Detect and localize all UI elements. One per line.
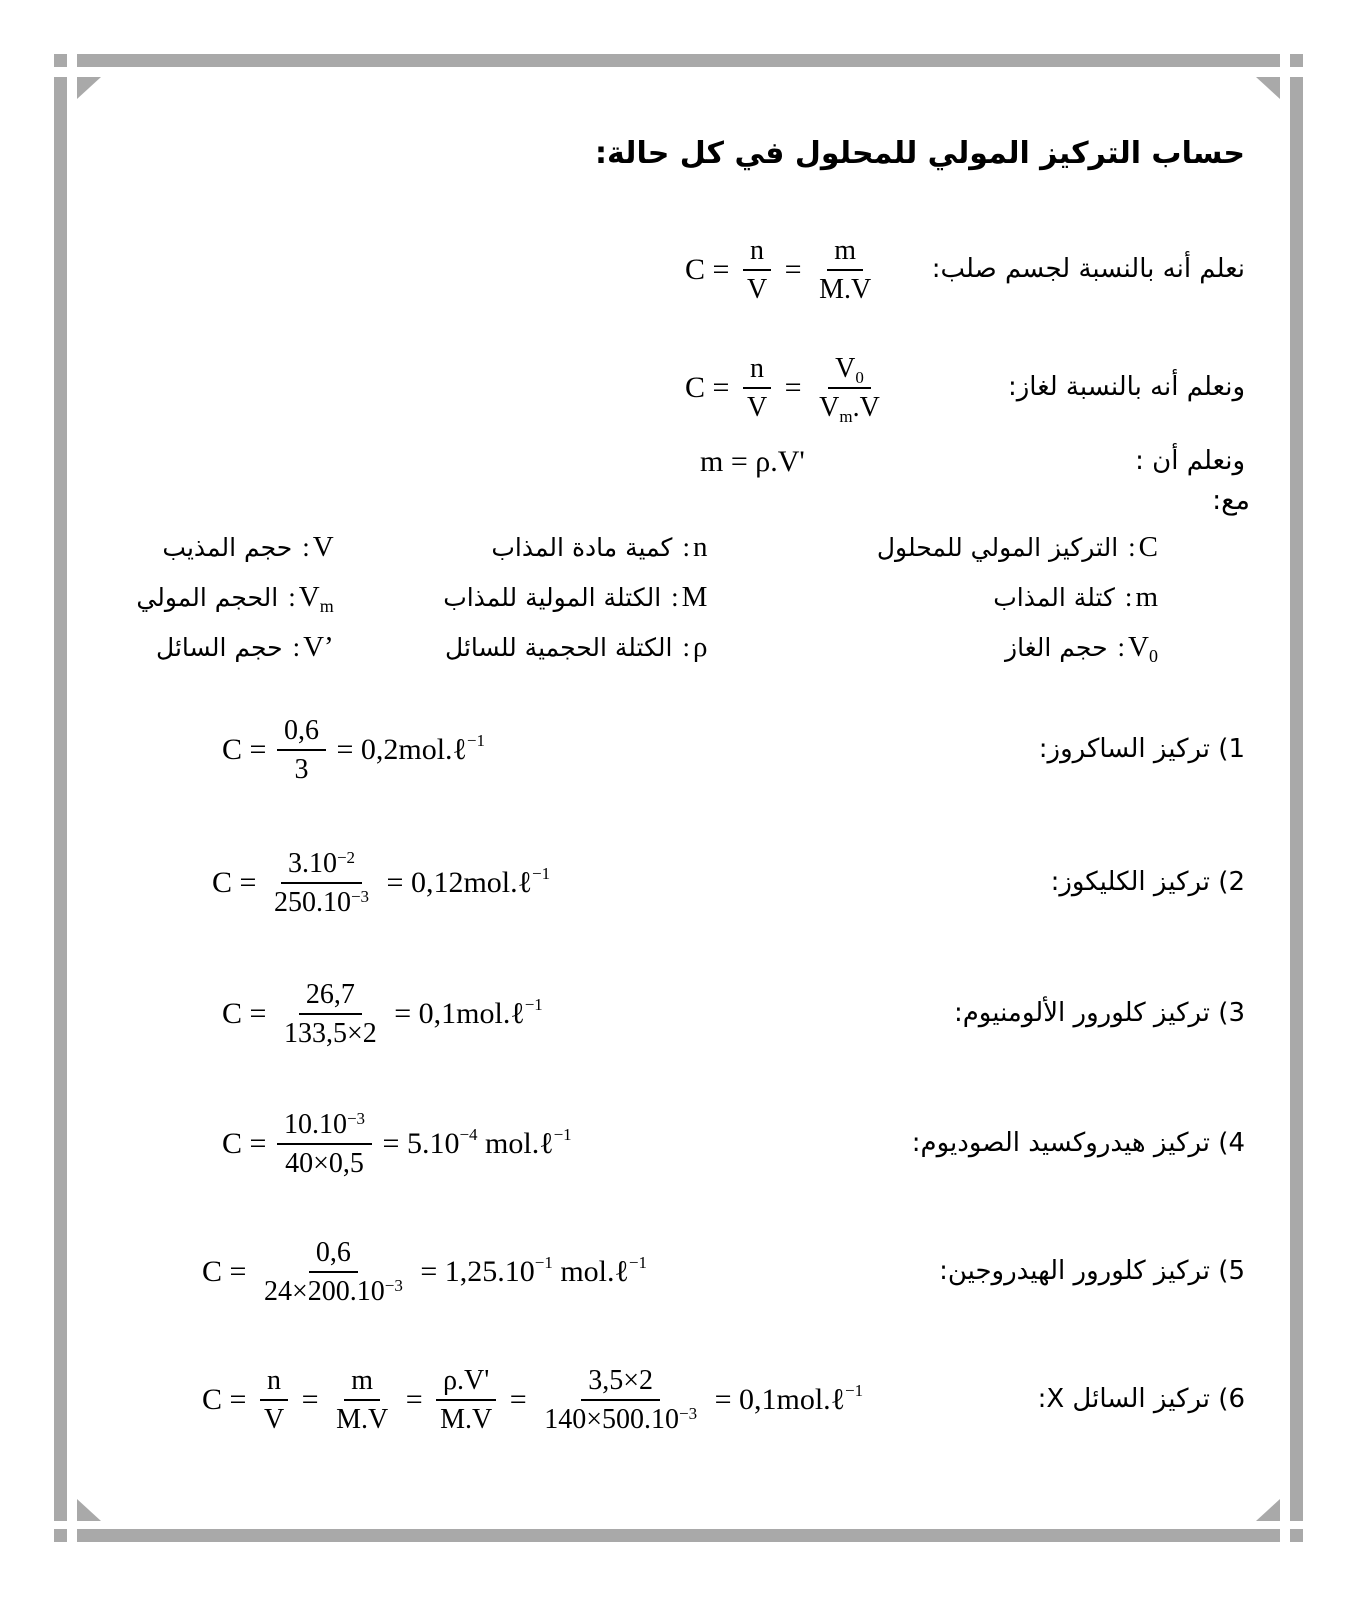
superscript: −1 — [532, 863, 551, 883]
fraction-denominator — [812, 389, 887, 426]
definition-colon: : — [682, 631, 690, 662]
definition-cell — [389, 524, 763, 570]
definition-colon: : — [302, 531, 310, 562]
fraction-numerator — [277, 1106, 372, 1145]
superscript: −1 — [553, 1124, 572, 1144]
math-text: n — [750, 353, 765, 384]
math-text: = 0,12mol.ℓ — [379, 866, 532, 899]
equation-mass — [700, 445, 805, 479]
fraction — [257, 1234, 410, 1310]
math-text: = 5.10 — [375, 1127, 460, 1160]
fraction-denominator — [537, 1401, 704, 1438]
example-row-4 — [222, 1092, 1245, 1196]
fraction — [329, 1362, 395, 1438]
fraction-denominator — [740, 271, 774, 308]
fraction-numerator — [277, 712, 326, 751]
intro-label-gas: ونعلم أنه بالنسبة لغاز: — [1007, 372, 1245, 403]
math-text: V — [746, 392, 768, 423]
fraction-denominator — [329, 1401, 395, 1438]
example-row-2 — [212, 830, 1245, 936]
math-text: M.V — [440, 1404, 493, 1435]
math-text: V — [835, 353, 856, 384]
fraction-denominator — [740, 389, 774, 426]
definition-symbol: M — [681, 580, 708, 613]
definition-colon: : — [1117, 631, 1126, 662]
definition-desc: الكتلة الحجمية للسائل — [445, 632, 673, 662]
superscript: −1 — [466, 730, 485, 750]
fraction-denominator — [257, 1273, 410, 1310]
math-text: V — [263, 1404, 285, 1435]
fraction — [277, 1106, 372, 1182]
definition-desc: التركيز المولي للمحلول — [876, 532, 1119, 562]
fraction — [277, 976, 384, 1052]
definition-cell — [389, 624, 763, 670]
fraction — [267, 845, 376, 921]
math-text: mol.ℓ — [552, 1255, 629, 1288]
definition-desc: الكتلة المولية للمذاب — [443, 582, 662, 612]
definition-symbol: n — [692, 530, 708, 563]
superscript: −1 — [845, 1380, 864, 1400]
example-equation-4 — [222, 1106, 572, 1182]
frame-corner-triangle-bottom-right — [1256, 1499, 1280, 1521]
math-text: M.V — [819, 274, 872, 305]
intro-label-solid: نعلم أنه بالنسبة لجسم صلب: — [931, 254, 1245, 285]
math-text: = — [777, 253, 810, 286]
definitions-grid — [85, 524, 1253, 670]
definition-cell — [389, 574, 763, 620]
superscript: −3 — [350, 886, 370, 906]
math-text: = — [398, 1383, 431, 1416]
math-text: C = — [202, 1383, 254, 1416]
example-label-1: 1) تركيز الساكروز: — [1038, 734, 1245, 765]
math-text: C = — [685, 253, 737, 286]
example-row-3 — [222, 962, 1245, 1066]
math-text: 133,5×2 — [283, 1018, 377, 1049]
fraction — [740, 350, 774, 426]
fraction — [537, 1362, 704, 1438]
math-text: 3 — [294, 754, 309, 785]
math-text: C = — [685, 371, 737, 404]
math-text: 3.10 — [287, 848, 337, 879]
fraction-numerator — [309, 1234, 358, 1273]
fraction-numerator — [581, 1362, 660, 1401]
math-text: 26,7 — [305, 979, 355, 1010]
example-equation-1 — [222, 712, 485, 788]
fraction-numerator — [436, 1362, 496, 1401]
frame-corner-triangle-bottom-left — [77, 1499, 101, 1521]
math-text: = 0,1mol.ℓ — [386, 997, 525, 1030]
definition-cell — [85, 574, 389, 620]
definition-symbol: $V_m$ — [298, 580, 334, 616]
fraction-numerator — [299, 976, 362, 1015]
definition-colon: : — [292, 631, 301, 662]
fraction-denominator — [267, 884, 376, 921]
math-text: C = — [222, 1127, 274, 1160]
fraction-numerator — [344, 1362, 380, 1401]
definition-symbol: V — [312, 530, 334, 563]
subscript: 0 — [855, 367, 864, 387]
example-equation-3 — [222, 976, 543, 1052]
definition-cell — [85, 624, 389, 670]
math-text: V — [819, 392, 840, 423]
example-equation-2 — [212, 845, 550, 921]
frame-top-bar — [77, 54, 1280, 67]
frame-corner-square-bottom-left — [54, 1529, 67, 1542]
intro-row-mass — [700, 436, 1245, 488]
fraction-numerator — [743, 232, 771, 271]
math-text: m = ρ.V' — [700, 445, 805, 478]
fraction — [812, 232, 878, 308]
subscript: m — [839, 406, 853, 426]
example-label-5: 5) تركيز كلورور الهيدروجين: — [939, 1256, 1245, 1287]
example-label-6: 6) تركيز السائل X: — [1037, 1384, 1245, 1415]
fraction — [257, 1362, 291, 1438]
page-title: حساب التركيز المولي للمحلول في كل حالة: — [594, 136, 1245, 171]
fraction-numerator — [828, 350, 871, 389]
math-text: = 1,25.10 — [412, 1255, 535, 1288]
math-text: m — [351, 1365, 374, 1396]
superscript: −3 — [678, 1403, 698, 1423]
fraction — [740, 232, 774, 308]
definition-symbol: ρ — [692, 630, 708, 663]
math-text: 0,6 — [315, 1237, 351, 1268]
definition-desc: حجم الغاز — [1005, 632, 1108, 662]
definition-desc: حجم المذيب — [162, 532, 293, 562]
superscript: −1 — [534, 1252, 553, 1272]
fraction-denominator — [257, 1401, 291, 1438]
frame-left-bar — [54, 77, 67, 1521]
definition-colon: : — [682, 531, 690, 562]
intro-label-mass: ونعلم أن : — [1135, 446, 1245, 477]
definition-symbol: C — [1138, 530, 1158, 563]
definition-colon: : — [288, 581, 296, 612]
superscript: −1 — [628, 1252, 647, 1272]
definition-colon: : — [1128, 531, 1136, 562]
example-equation-5 — [202, 1234, 647, 1310]
definition-colon: : — [1124, 581, 1133, 612]
definition-colon: : — [671, 581, 679, 612]
superscript: −4 — [459, 1124, 478, 1144]
fraction — [277, 712, 326, 788]
math-text: = — [777, 371, 810, 404]
fraction-numerator — [827, 232, 863, 271]
equation-solid — [685, 232, 881, 308]
definition-cell — [762, 524, 1253, 570]
frame-corner-square-bottom-right — [1290, 1529, 1303, 1542]
math-text: V — [746, 274, 768, 305]
math-text: 3,5×2 — [588, 1365, 654, 1396]
frame-right-bar — [1290, 77, 1303, 1521]
example-row-6 — [202, 1350, 1245, 1450]
with-label: مع: — [1212, 485, 1250, 516]
example-equation-6 — [202, 1362, 863, 1438]
fraction-denominator — [433, 1401, 499, 1438]
math-text: n — [750, 235, 765, 266]
definition-desc: الحجم المولي — [136, 582, 279, 612]
frame-corner-triangle-top-right — [1256, 77, 1280, 99]
frame-corner-triangle-top-left — [77, 77, 101, 99]
example-row-1 — [222, 700, 1245, 800]
math-text: 140×500.10 — [544, 1404, 679, 1435]
math-text: .V — [852, 392, 880, 423]
definition-symbol: m — [1135, 580, 1158, 613]
fraction-denominator — [287, 751, 315, 788]
definition-cell — [85, 524, 389, 570]
superscript: −2 — [336, 847, 356, 867]
math-text: = 0,1mol.ℓ — [707, 1383, 846, 1416]
intro-row-solid — [685, 222, 1245, 318]
fraction-numerator — [743, 350, 771, 389]
superscript: −3 — [346, 1108, 366, 1128]
math-text: = — [502, 1383, 535, 1416]
math-text: C = — [202, 1255, 254, 1288]
math-text: 24×200.10 — [263, 1276, 385, 1307]
fraction-numerator — [260, 1362, 288, 1401]
fraction — [433, 1362, 499, 1438]
fraction — [812, 350, 887, 426]
math-text: = — [294, 1383, 327, 1416]
math-text: 250.10 — [273, 887, 351, 918]
math-text: ρ.V' — [443, 1365, 490, 1396]
fraction-denominator — [278, 1145, 371, 1182]
definition-desc: كتلة المذاب — [993, 582, 1115, 612]
math-text: n — [267, 1365, 282, 1396]
example-row-5 — [202, 1222, 1245, 1322]
example-label-3: 3) تركيز كلورور الألومنيوم: — [953, 998, 1245, 1029]
example-label-4: 4) تركيز هيدروكسيد الصوديوم: — [911, 1128, 1245, 1159]
fraction-denominator — [812, 271, 878, 308]
fraction-numerator — [281, 845, 362, 884]
math-text: C = — [212, 866, 264, 899]
math-text: M.V — [336, 1404, 389, 1435]
math-text: 0,6 — [283, 715, 319, 746]
math-text: m — [834, 235, 857, 266]
definition-symbol: V’ — [303, 630, 334, 663]
math-text: = 0,2mol.ℓ — [328, 733, 467, 766]
definition-cell — [762, 574, 1253, 620]
fraction-denominator — [277, 1015, 384, 1052]
example-label-2: 2) تركيز الكليكوز: — [1050, 867, 1245, 898]
superscript: −3 — [384, 1275, 403, 1295]
equation-gas — [685, 350, 890, 426]
frame-corner-square-top-right — [1290, 54, 1303, 67]
superscript: −1 — [524, 994, 543, 1014]
intro-row-gas — [685, 336, 1245, 440]
frame-corner-square-top-left — [54, 54, 67, 67]
math-text: mol.ℓ — [477, 1127, 554, 1160]
math-text: C = — [222, 997, 274, 1030]
definition-cell — [762, 624, 1253, 670]
math-text: 40×0,5 — [285, 1148, 364, 1179]
math-text: C = — [222, 733, 274, 766]
frame-bottom-bar — [77, 1529, 1280, 1542]
definition-desc: كمية مادة المذاب — [491, 532, 673, 562]
math-text: 10.10 — [283, 1109, 347, 1140]
definition-symbol: $V_0$ — [1128, 630, 1158, 666]
definition-desc: حجم السائل — [156, 632, 283, 662]
